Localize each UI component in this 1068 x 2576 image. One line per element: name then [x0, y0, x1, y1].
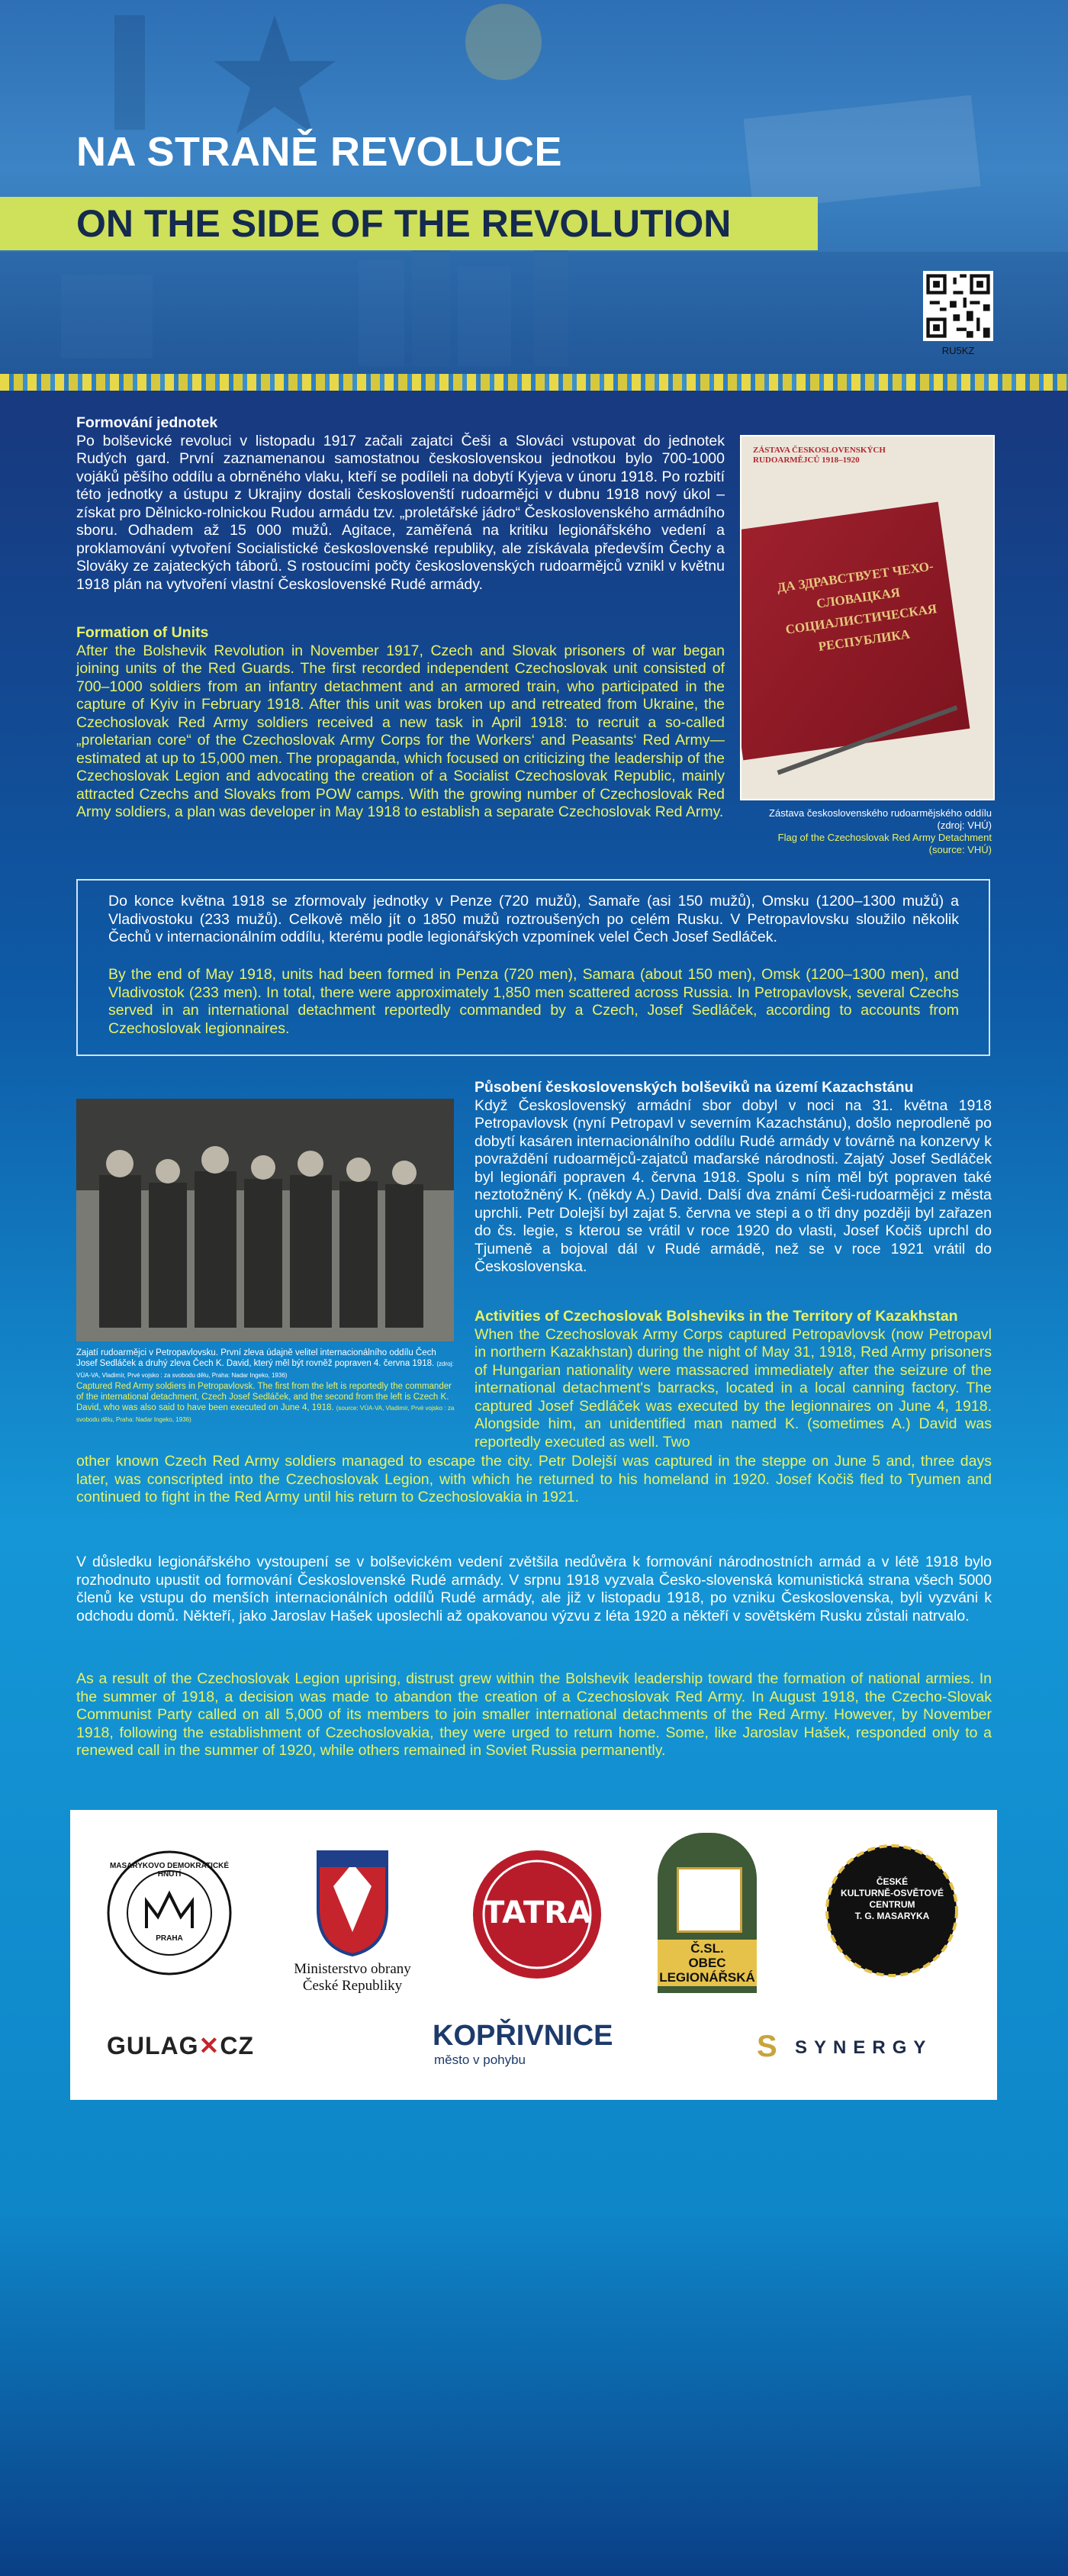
header-banner [0, 0, 1068, 374]
caption-english-source: (source: VHÚ) [928, 844, 992, 855]
flag-photo-caption [732, 807, 992, 856]
centrum-line-4: T. G. MASARYKA [854, 1911, 930, 1921]
masaryk-logo-text: MASARYKOVO DEMOKRATICKÉ HNUTÍ [109, 1862, 230, 1879]
centrum-line-2: KULTURNĚ-OSVĚTOVÉ [841, 1888, 944, 1898]
gulag-cross-icon: ✕ [198, 2032, 220, 2059]
section-body: When the Czechoslovak Army Corps captured Petropavlovsk (now Petropavl in northern Kazakhstan) during the night of May 31, 1918, Red Army prisoners of Hungarian nationality were massacred immediately after the seizure of the international detachment's barracks, located in a local canning factory. The captured Josef Sedláček was executed by the legionnaires on June 4, 1918. Alongside him, an unidentified man named K. (sometimes A.) David was reportedly executed as well. Two [474, 1325, 992, 1451]
synergy-s-icon: S [757, 2030, 777, 2063]
section-heading: Formation of Units [76, 624, 209, 641]
section-formation-czech [76, 414, 725, 594]
gulag-logo-suffix: CZ [220, 2032, 255, 2059]
box-text-czech: Do konce května 1918 se zformovaly jednotky v Penze (720 mužů), Samaře (asi 150 mužů), Omsku (1200–1300 mužů) a Vladivostoku (233 mužů). Celkově mělo jít o 1850 mužů roztroušených po celém Rusku. V Petropavlovsku sloužilo několik Čechů v internacionálním oddílu, kterému podle legionářských vzpomínek velel Čech Josef Sedláček. [108, 893, 959, 945]
caption-czech: Zástava československého rudoarmějského oddílu [769, 807, 992, 819]
ornament-border [0, 374, 1068, 391]
ministry-line-2: České Republiky [302, 1978, 403, 1994]
qr-code-label: RU5KZ [941, 345, 975, 356]
section-kazakhstan-czech [474, 1079, 992, 1277]
section-heading: Formování jednotek [76, 414, 218, 431]
section-body: After the Bolshevik Revolution in November 1917, Czech and Slovak prisoners of war began joining units of the Red Guards. The first recorded independent Czechoslovak unit consisted of 700–1000 soldiers from an infantry detachment and an armored train, who participated in the capture of Kyiv in February 1918. After this unit was broken up and retreated from Ukraine, the Czechoslovak Red Army soldiers received a new task in April 1918: to recruit a so-called „proletarian core“ of the Czechoslovak Army Corps for the Workers‘ and Peasants‘ Red Army—estimated at up to 15,000 men. The propaganda, which focused on criticizing the leadership of the Czechoslovak Legion and advocating the creation of a Socialist Czechoslovak Republic, mainly attracted Czechs and Slovaks from POW camps. With the growing number of Czechoslovak Red Army soldiers, a plan was developer in May 1918 to establish a separate Czechoslovak Red Army. [76, 642, 725, 820]
caption-english: Captured Red Army soldiers in Petropavlovsk. The first from the left is reportedly the commander of the international detachment, Czech Josef Sedláček, and the second from the left is Czech K. David, who was also said to have been executed on June 4, 1918. [76, 1382, 452, 1412]
ministry-line-1: Ministerstvo obrany [294, 1961, 411, 1977]
section-heading: Působení československých bolševiků na území Kazachstánu [474, 1079, 914, 1096]
caption-czech-source: (zdroj: VÚA-VA, Vladimír, Prvé vojsko : za svobodu dělu, Praha: Nadar Ingeko, 1936) [76, 1360, 454, 1379]
header-collage [0, 0, 1068, 374]
centrum-line-3: CENTRUM [869, 1899, 915, 1910]
units-info-box [76, 879, 990, 1056]
legion-line-2: OBEC [688, 1956, 726, 1970]
section-heading: Activities of Czechoslovak Bolsheviks in the Territory of Kazakhstan [474, 1308, 958, 1325]
section-kazakhstan-english [474, 1308, 992, 1451]
gulag-logo-text: GULAG [107, 2032, 199, 2059]
tatra-logo [471, 1848, 604, 1982]
section-body: Když Československý armádní sbor dobyl v noci na 31. května 1918 Petropavlovsk (nyní Petropavl v severním Kazachstánu), došlo neprodleně po dobytí kasáren internacionálního oddílu Rudé armády v továrně na konzervy k povraždění rudoarmějců-zajatců maďarské národnosti. Zajatý Josef Sedláček byl legionáři popraven 4. června 1918. Spolu s ním měl být popraven také neztotožněný K. (někdy A.) David. Další dva známí Češi-rudoarmějci z města uprchli. Petr Dolejší byl zajat 5. června ve stepi a o tři dny později byl zařazen do čs. legie, s kterou se vrátil v roce 1920 do vlasti, Josef Kočiš uprchl do Tjumeně a bojoval dál v Rudé armádě, než se v roce 1921 vrátil do Československa. [474, 1096, 992, 1275]
masaryk-movement-logo [105, 1848, 234, 1978]
page-title-czech: NA STRANĚ REVOLUCE [76, 129, 563, 175]
prisoners-photo-caption [76, 1348, 458, 1425]
masaryk-centre-logo [825, 1844, 959, 1978]
legion-line-3: LEGIONÁŘSKÁ [659, 1970, 755, 1985]
synergy-logo-text: SYNERGY [795, 2037, 933, 2058]
page-title-english: ON THE SIDE OF THE REVOLUTION [76, 202, 732, 245]
prisoners-photo-image [76, 1099, 454, 1341]
synergy-logo [757, 2030, 978, 2068]
partner-logos-panel [70, 1810, 997, 2100]
koprivnice-logo-subtitle: město v pohybu [434, 2053, 526, 2067]
flag-photo-title: ZÁSTAVA ČESKOSLOVENSKÝCH RUDOARMĚJCŮ 1918–1920 [753, 446, 886, 465]
legion-community-logo [658, 1833, 757, 1993]
caption-czech: Zajatí rudoarmějci v Petropavlovsku. První zleva údajně velitel internacionálního oddílu Čech Josef Sedláček a druhý zleva Čech K. David, který měl být rovněž popraven 4. června 1918. [76, 1348, 436, 1368]
masaryk-logo-city: PRAHA [156, 1934, 183, 1943]
caption-english-source: (source: VÚA-VA, Vladimír, Prvé vojsko : za svobodu dělu, Praha: Nadar Ingeko, 1936) [76, 1405, 455, 1423]
flag-inscription: ДА ЗДРАВСТВУЕТ ЧЕХО-СЛОВАЦКАЯ СОЦИАЛИСТИЧЕСКАЯ РЕСПУБЛИКА [776, 559, 938, 654]
tatra-logo-text: TATRA [483, 1895, 592, 1930]
section-body: Po bolševické revoluci v listopadu 1917 začali zajatci Češi a Slováci vstupovat do jednotek Rudých gard. První zaznamenanou samostatnou československou jednotkou bylo 700-1000 vojáků pěšího oddílu a obrněného vlaku, kteří se podíleli na dobytí Kyjeva v únoru 1918. Po rozbití této jednotky a ústupu z Ukrajiny dostali českoslovenští rudoarmějci v dubnu 1918 nový úkol – získat pro Dělnicko-rolnickou Rudou armádu tzv. „proletářské jádro“ Československého armádního sboru. Odhadem až 15 000 mužů. Agitace, zaměřená na kritiku legionářského vedení a proklamování vytvoření Socialistické československé republiky, ale získávala především Čechy a Slováky ze zajateckých táborů. S rostoucími počty československých rudoarmějců vznikl v květnu 1918 plán na vytvoření vlastní Československé Rudé armády. [76, 432, 725, 593]
centrum-line-1: ČESKÉ [876, 1876, 909, 1887]
caption-czech-source: (zdroj: VHÚ) [937, 819, 992, 831]
koprivnice-logo [433, 2020, 646, 2068]
caption-english: Flag of the Czechoslovak Red Army Detachment [777, 832, 992, 843]
flag-photo [740, 435, 995, 800]
section-aftermath-english: As a result of the Czechoslovak Legion uprising, distrust grew within the Bolshevik leadership toward the formation of national armies. In the summer of 1918, a decision was made to abandon the creation of a Czechoslovak Red Army. In August 1918, the Czecho-Slovak Communist Party called on all 5,000 of its members to join smaller international detachments of the Red Army. However, by November 1918, following the establishment of Czechoslovakia, they were urged to return home. Some, like Jaroslav Hašek, responded only to a renewed call in the summer of 1920, while others remained in Soviet Russia permanently. [76, 1670, 992, 1759]
box-text-english: By the end of May 1918, units had been formed in Penza (720 men), Samara (about 150 men), Omsk (1200–1300 men), and Vladivostok (233 men). In total, there were approximately 1,850 men scattered across Russia. In Petropavlovsk, several Czechs served in an international detachment reportedly commanded by a Czech, Josef Sedláček, according to accounts from Czechoslovak legionnaires. [108, 966, 959, 1037]
section-aftermath-czech: V důsledku legionářského vystoupení se v bolševickém vedení zvětšila nedůvěra k formování národnostních armád a v létě 1918 bylo rozhodnuto upustit od formování Československé Rudé armády. V srpnu 1918 vyzvala Česko-slovenská komunistická strana všech 5000 členů ke vstupu do menších internacionálních oddílů Rudé armády, ale již v listopadu 1918, po vzniku Československa, byli vyzváni k odchodu domů. Někteří, jako Jaroslav Hašek uposlechli až opakovanou výzvu z léta 1920 a někteří v sovětském Rusku zůstali natrvalo. [76, 1554, 992, 1624]
qr-code[interactable] [923, 271, 993, 341]
section-formation-english [76, 624, 725, 822]
section-kazakhstan-english-continued: other known Czech Red Army soldiers managed to escape the city. Petr Dolejší was captured in the steppe on June 5 and, three days later, was conscripted into the Czechoslovak Legion, with which he returned to his homeland in 1920. Josef Kočiš fled to Tyumen and continued to fight in the Red Army until his return to Czechoslovakia in 1921. [76, 1453, 992, 1505]
ministry-of-defence-logo [288, 1848, 417, 2031]
koprivnice-logo-text: KOPŘIVNICE [433, 2020, 613, 2052]
legion-shield [677, 1867, 742, 1933]
legion-line-1: Č.SL. [690, 1941, 724, 1956]
prisoners-photo [76, 1099, 454, 1341]
gulag-cz-logo [107, 2031, 282, 2060]
